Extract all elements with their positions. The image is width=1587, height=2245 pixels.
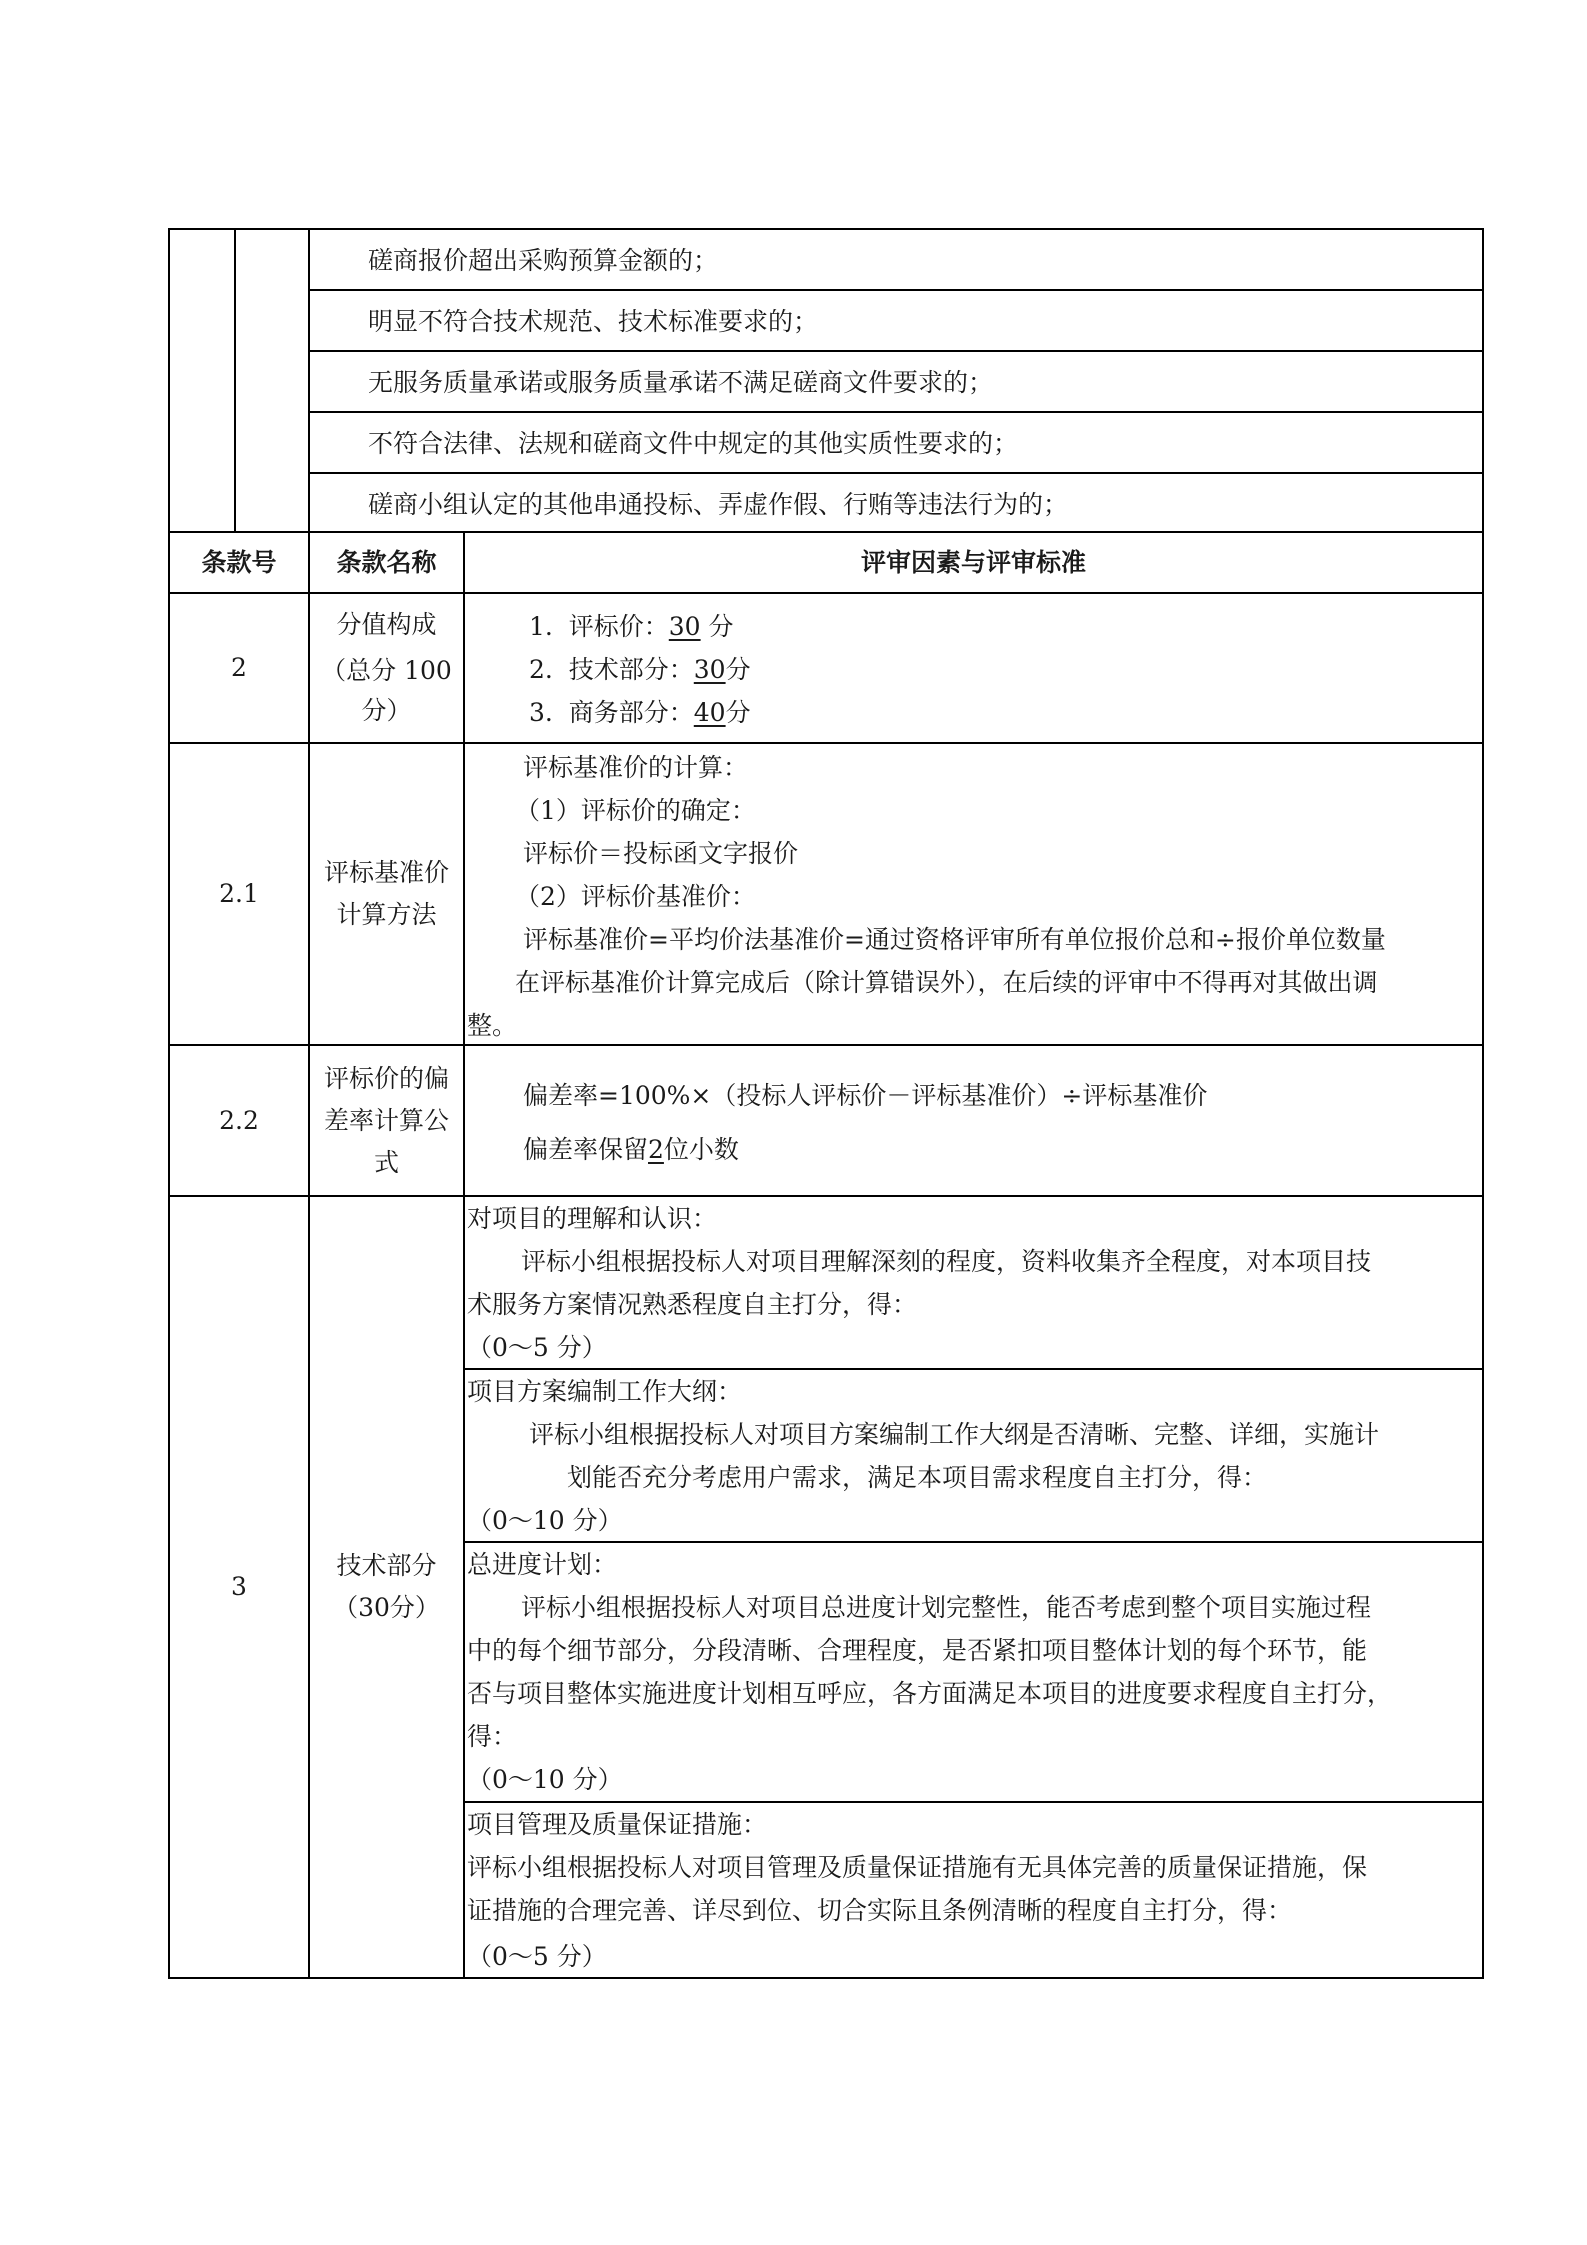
clause-name-line: 差率计算公 [323,1105,449,1135]
item-index: 1. [529,612,553,641]
item-label: 商务部分： [568,698,694,727]
disqualification-list [310,230,1482,531]
criteria-section [465,1370,1482,1543]
disqualification-item [310,474,1482,535]
clause-name-line: 分值构成 [336,610,437,639]
clause-name-line: 评标基准价 [323,858,449,887]
clause-name-line: 计算方法 [336,900,437,929]
section-title: 项目管理及质量保证措施： [467,1810,768,1839]
clause-name [310,1046,465,1195]
formula-text: 偏差率=100%×（投标人评标价－评标基准价）÷评标基准价 [523,1081,1208,1110]
section-body-line: 评标小组根据投标人对项目方案编制工作大纲是否清晰、完整、详细，实施计 [529,1420,1380,1449]
method-line: 评标基准价=平均价法基准价=通过资格评审所有单位报价总和÷报价单位数量 [523,925,1386,954]
disqualification-text: 无服务质量承诺或服务质量承诺不满足磋商文件要求的； [368,368,994,397]
disqualification-item [310,413,1482,474]
clause-name [310,594,465,742]
section-title: 对项目的理解和认识： [467,1204,718,1233]
clause-name-line: 评标价的偏 [323,1063,449,1093]
technical-criteria [465,1197,1482,1977]
score-item [529,648,751,691]
method-line: （1）评标价的确定： [515,796,756,825]
method-line: 在评标基准价计算完成后（除计算错误外），在后续的评审中不得再对其做出调 [515,968,1378,997]
disqualification-text: 磋商报价超出采购预算金额的； [368,246,719,275]
evaluation-table [168,228,1484,1979]
disqualification-text: 磋商小组认定的其他串通投标、弄虚作假、行贿等违法行为的； [368,490,1069,519]
item-value: 30 [693,655,726,684]
section-score: （0～10 分） [467,1506,623,1535]
disqualification-text: 不符合法律、法规和磋商文件中规定的其他实质性要求的； [368,429,1019,458]
section-score: （0～10 分） [467,1765,623,1794]
item-value: 40 [693,698,726,727]
header-clause-name: 条款名称 [310,533,465,592]
method-line: 整。 [467,1011,518,1040]
section-title: 项目方案编制工作大纲： [467,1377,743,1406]
section-body-line: 评标小组根据投标人对项目理解深刻的程度，资料收集齐全程度，对本项目技 [521,1247,1372,1276]
precision-prefix: 偏差率保留 [523,1135,649,1164]
header-criteria: 评审因素与评审标准 [860,547,1086,577]
section-body-line: 术服务方案情况熟悉程度自主打分，得： [467,1290,918,1319]
item-value: 30 [668,612,701,641]
method-line: （2）评标价基准价： [515,882,756,911]
item-unit: 分 [725,655,751,684]
clause-name [310,744,465,1044]
criteria-section [465,1197,1482,1370]
item-index: 3. [529,698,553,727]
precision-suffix: 位小数 [663,1135,739,1164]
clause-number: 3 [170,1197,310,1977]
table-row [168,744,1484,1046]
method-line: 评标基准价的计算： [523,753,749,782]
item-unit: 分 [725,698,751,727]
item-label: 评标价： [568,612,669,641]
table-header [168,533,1484,594]
section-body-line: 评标小组根据投标人对项目总进度计划完整性，能否考虑到整个项目实施过程 [521,1593,1372,1622]
clause-number: 2.1 [170,744,310,1044]
clause-name [310,1197,465,1977]
disqualification-item [310,230,1482,291]
precision-value: 2 [648,1135,664,1164]
section-body-line: 得： [467,1722,518,1751]
score-composition [465,594,1482,742]
header-clause-number: 条款号 [170,533,310,592]
criteria-section [465,1543,1482,1803]
section-body-line: 评标小组根据投标人对项目管理及质量保证措施有无具体完善的质量保证措施，保 [467,1853,1368,1882]
clause-name-line: 式 [373,1147,399,1177]
disqualification-item [310,291,1482,352]
base-price-method [465,744,1482,1044]
disqualification-block [168,228,1484,533]
method-line: 评标价＝投标函文字报价 [523,839,799,868]
section-body-line: 证措施的合理完善、详尽到位、切合实际且条例清晰的程度自主打分，得： [467,1896,1293,1925]
deviation-formula [465,1046,1482,1195]
clause-name-line: （30分） [333,1593,440,1622]
section-title: 总进度计划： [467,1550,618,1579]
table-row [168,1197,1484,1979]
criteria-section [465,1803,1482,1979]
section-score: （0～5 分） [467,1942,607,1971]
table-row [168,594,1484,744]
clause-name-line: 技术部分 [336,1551,437,1580]
score-item [529,605,751,648]
disqualification-text: 明显不符合技术规范、技术标准要求的； [368,307,819,336]
item-label: 技术部分： [568,655,694,684]
section-body-line: 划能否充分考虑用户需求，满足本项目需求程度自主打分，得： [567,1463,1268,1492]
blank-col-b [236,230,310,531]
disqualification-item [310,352,1482,413]
clause-name-line: 分） [361,696,412,725]
clause-number: 2 [170,594,310,742]
precision-note [523,1123,1207,1177]
clause-number: 2.2 [170,1046,310,1195]
clause-name-line: （总分 100 [321,656,452,685]
section-body-line: 中的每个细节部分，分段清晰、合理程度，是否紧扣项目整体计划的每个环节，能 [467,1636,1368,1665]
score-item [529,691,751,734]
section-body-line: 否与项目整体实施进度计划相互呼应，各方面满足本项目的进度要求程度自主打分， [467,1679,1393,1708]
item-unit: 分 [700,612,734,641]
table-row [168,1046,1484,1197]
blank-col-a [170,230,236,531]
section-score: （0～5 分） [467,1333,607,1362]
item-index: 2. [529,655,553,684]
